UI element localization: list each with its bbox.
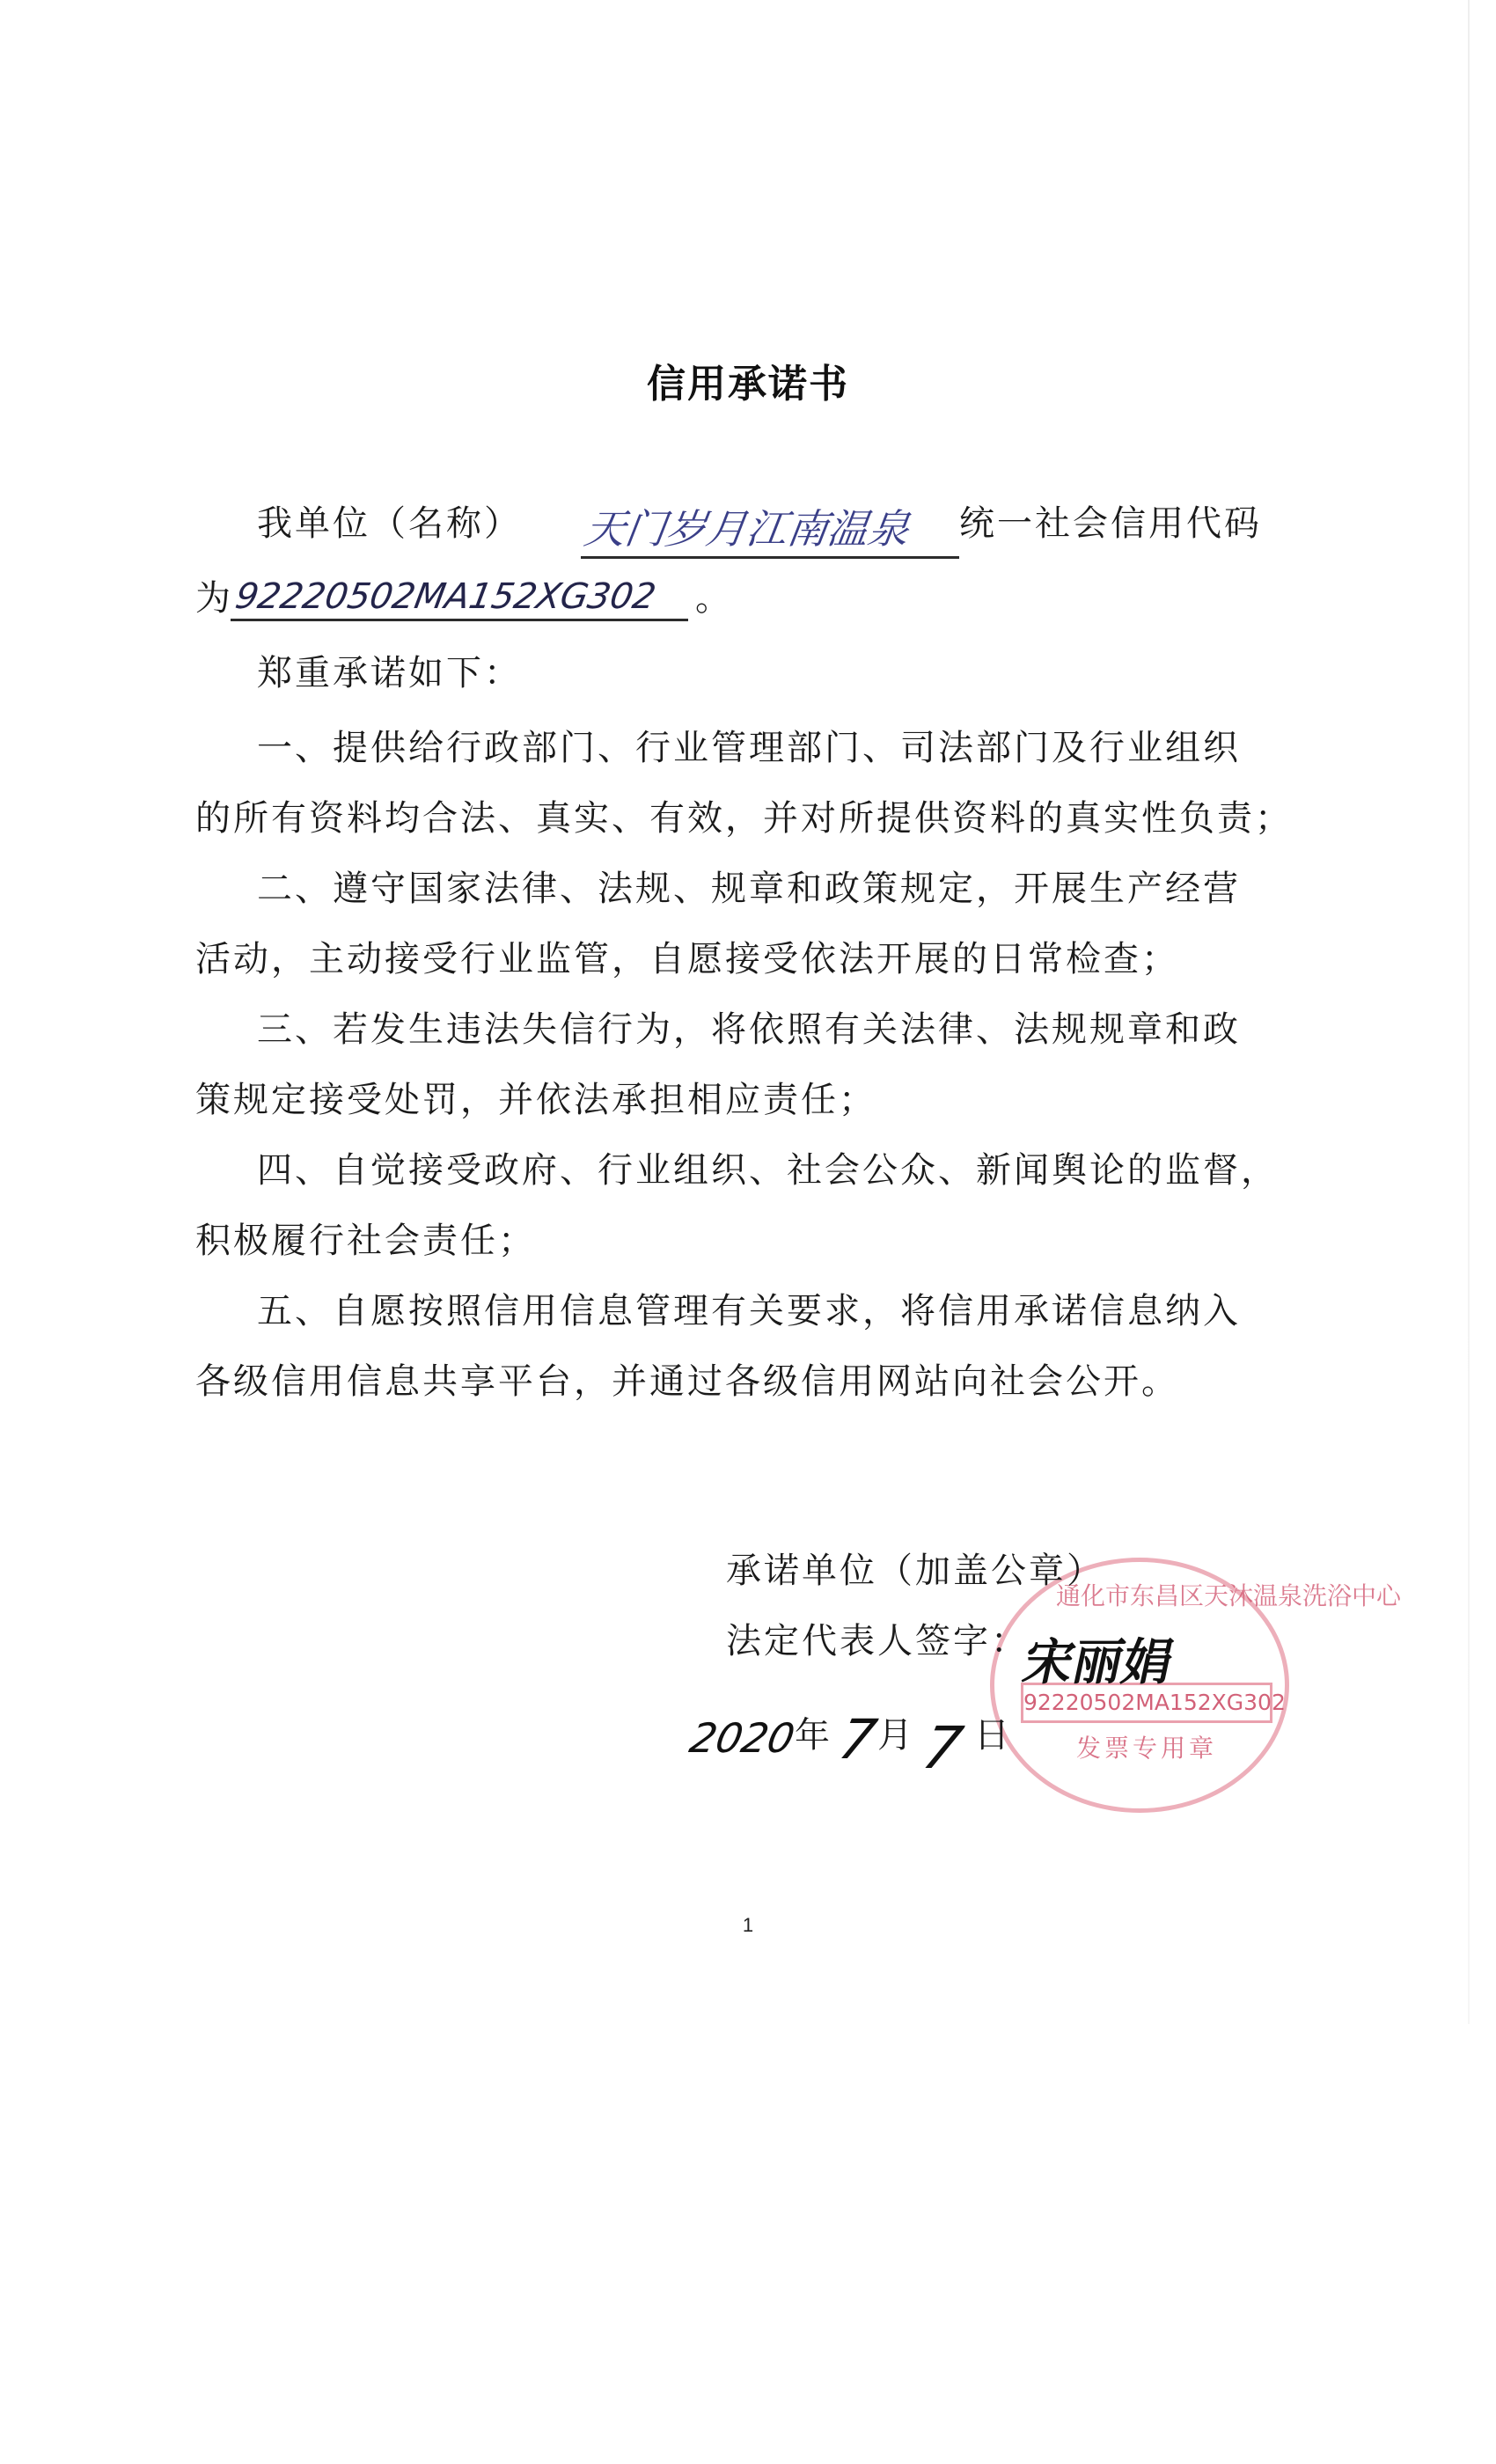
date-month-unit: 月 [877, 1715, 913, 1756]
pledge-item-1-line-1: 一、提供给行政部门、行业管理部门、司法部门及行业组织 [257, 728, 1241, 768]
seal-bottom-text: 发票专用章 [1076, 1734, 1218, 1763]
document-title: 信用承诺书 [647, 362, 849, 407]
date-day-unit: 日 [974, 1715, 1009, 1756]
pledge-item-2-line-1: 二、遵守国家法律、法规、规章和政策规定，开展生产经营 [257, 869, 1241, 909]
date-year: 2020 [686, 1714, 799, 1762]
pledge-lead: 郑重承诺如下： [257, 653, 522, 693]
date-year-unit: 年 [795, 1715, 830, 1756]
code-end: 。 [695, 578, 733, 619]
page-number: 1 [742, 1914, 754, 1936]
code-prefix: 为 [195, 578, 233, 619]
date-day: 7 [916, 1714, 969, 1782]
handwritten-unit-name: 天门岁月江南温泉 [581, 505, 913, 553]
credit-code-underline [231, 619, 688, 621]
intro-suffix: 统一社会信用代码 [959, 503, 1262, 544]
handwritten-credit-code: 92220502MA152XG302 [231, 576, 659, 617]
pledge-item-4-line-1: 四、自觉接受政府、行业组织、社会公众、新闻舆论的监督， [257, 1150, 1279, 1191]
seal-code-box: 92220502MA152XG302 [1021, 1683, 1272, 1723]
pledge-item-4-line-2: 积极履行社会责任； [195, 1221, 536, 1261]
date-month: 7 [833, 1707, 883, 1771]
pledge-item-5-line-2: 各级信用信息共享平台，并通过各级信用网站向社会公开。 [195, 1361, 1179, 1402]
sign-unit-label: 承诺单位（加盖公章） [726, 1551, 1104, 1591]
intro-prefix: 我单位（名称） [257, 503, 522, 544]
pledge-item-2-line-2: 活动，主动接受行业监管，自愿接受依法开展的日常检查； [195, 939, 1179, 979]
pledge-item-3-line-1: 三、若发生违法失信行为，将依照有关法律、法规规章和政 [257, 1009, 1241, 1050]
legal-representative-label: 法定代表人签字： [726, 1621, 1029, 1661]
handwritten-signature: 宋丽娟 [1018, 1634, 1178, 1691]
pledge-item-1-line-2: 的所有资料均合法、真实、有效，并对所提供资料的真实性负责； [195, 798, 1293, 839]
unit-name-underline [581, 556, 959, 559]
scan-edge [1468, 0, 1470, 2024]
pledge-item-5-line-1: 五、自愿按照信用信息管理有关要求，将信用承诺信息纳入 [257, 1291, 1241, 1331]
pledge-item-3-line-2: 策规定接受处罚，并依法承担相应责任； [195, 1080, 876, 1120]
seal-organization-text: 通化市东昌区天沐温泉洗浴中心 [1056, 1581, 1402, 1610]
